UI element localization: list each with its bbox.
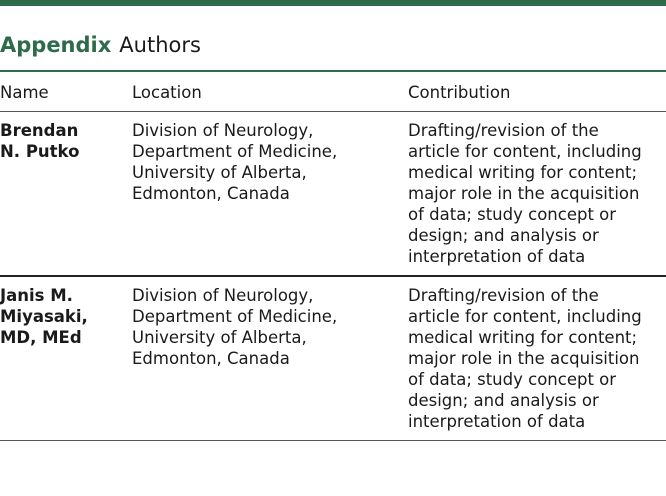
author-location-cell	[132, 112, 408, 277]
location-line: University of Alberta,	[132, 163, 307, 182]
author-contribution-cell	[408, 112, 666, 277]
column-header-contribution: Contribution	[408, 72, 666, 112]
location-line: Division of Neurology,	[132, 286, 314, 305]
appendix-title	[0, 30, 201, 60]
author-name-line: Janis M.	[0, 286, 73, 305]
appendix-label: Appendix	[0, 33, 112, 57]
appendix-subtitle: Authors	[119, 33, 201, 57]
contribution-line: major role in the acquisition	[408, 349, 640, 368]
author-name-line: MD, MEd	[0, 328, 82, 347]
contribution-line: major role in the acquisition	[408, 184, 640, 203]
author-contribution-cell	[408, 276, 666, 441]
author-location-cell	[132, 276, 408, 441]
contribution-line: of data; study concept or	[408, 205, 617, 224]
location-line: University of Alberta,	[132, 328, 307, 347]
author-name-cell	[0, 276, 132, 441]
contribution-line: medical writing for content;	[408, 328, 638, 347]
author-name-cell	[0, 112, 132, 277]
contribution-line: design; and analysis or	[408, 391, 599, 410]
author-name-line: Miyasaki,	[0, 307, 88, 326]
contribution-line: design; and analysis or	[408, 226, 599, 245]
contribution-line: article for content, including	[408, 307, 642, 326]
column-header-location: Location	[132, 72, 408, 112]
table-row	[0, 112, 666, 277]
table-row	[0, 276, 666, 441]
location-line: Department of Medicine,	[132, 142, 338, 161]
contribution-line: of data; study concept or	[408, 370, 617, 389]
contribution-line: interpretation of data	[408, 412, 586, 431]
author-name-line: Brendan	[0, 121, 79, 140]
location-line: Department of Medicine,	[132, 307, 338, 326]
table-header-row	[0, 72, 666, 112]
contribution-line: medical writing for content;	[408, 163, 638, 182]
contribution-line: article for content, including	[408, 142, 642, 161]
contribution-line: Drafting/revision of the	[408, 286, 599, 305]
location-line: Edmonton, Canada	[132, 184, 290, 203]
column-header-name: Name	[0, 72, 132, 112]
contribution-line: Drafting/revision of the	[408, 121, 599, 140]
authors-table	[0, 72, 666, 441]
contribution-line: interpretation of data	[408, 247, 586, 266]
top-accent-bar	[0, 0, 666, 6]
author-name-line: N. Putko	[0, 142, 80, 161]
location-line: Division of Neurology,	[132, 121, 314, 140]
location-line: Edmonton, Canada	[132, 349, 290, 368]
